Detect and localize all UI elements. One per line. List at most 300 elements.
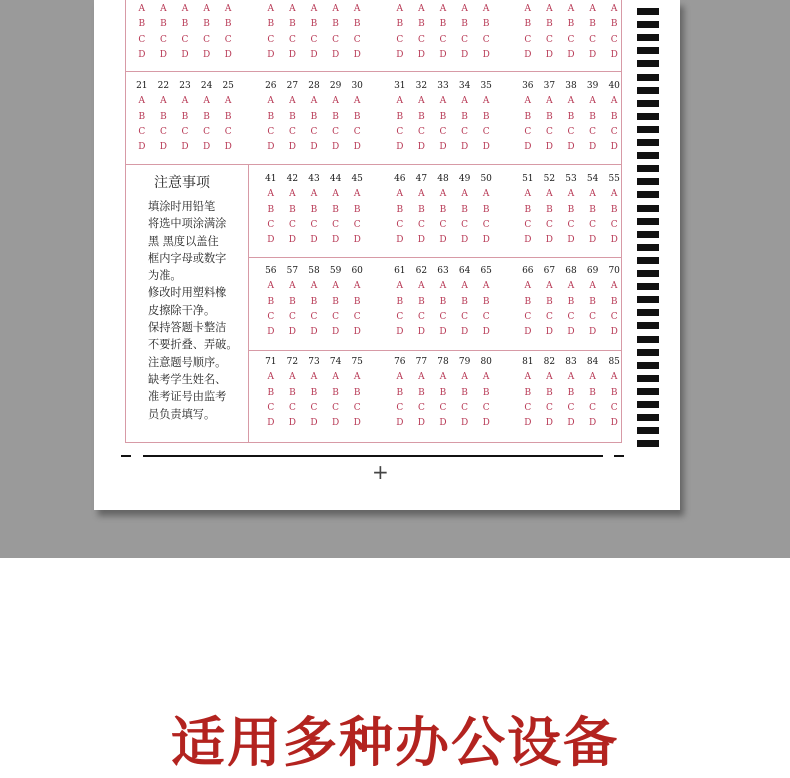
answer-bubble-c[interactable]: C [353,402,361,413]
answer-bubble-a[interactable]: A [418,372,425,383]
answer-bubble-a[interactable]: A [267,4,275,14]
answer-bubble-c[interactable]: C [524,402,532,413]
answer-bubble-d[interactable]: D [159,49,167,60]
answer-bubble-a[interactable]: A [332,372,339,383]
answer-bubble-d[interactable]: D [460,327,469,338]
answer-bubble-c[interactable]: C [439,311,447,322]
answer-bubble-d[interactable]: D [482,327,490,338]
answer-bubble-b[interactable]: B [418,204,425,215]
answer-bubble-c[interactable]: C [267,402,275,413]
answer-bubble-c[interactable]: C [181,126,189,137]
answer-bubble-d[interactable]: D [396,235,404,246]
answer-bubble-c[interactable]: C [545,34,553,45]
answer-bubble-c[interactable]: C [610,34,618,45]
answer-bubble-d[interactable]: D [567,49,575,60]
answer-bubble-b[interactable]: B [546,387,553,398]
answer-bubble-b[interactable]: B [267,19,275,30]
answer-bubble-c[interactable]: C [610,402,618,413]
answer-bubble-b[interactable]: B [396,111,404,122]
answer-bubble-b[interactable]: B [567,19,575,30]
answer-bubble-b[interactable]: B [353,204,361,215]
answer-bubble-c[interactable]: C [396,311,404,322]
answer-bubble-c[interactable]: C [610,126,618,137]
answer-bubble-a[interactable]: A [310,189,318,200]
answer-bubble-a[interactable]: A [310,4,318,14]
answer-bubble-a[interactable]: A [546,189,553,200]
answer-bubble-a[interactable]: A [267,281,275,292]
answer-bubble-c[interactable]: C [353,311,361,322]
answer-bubble-b[interactable]: B [138,19,146,30]
answer-bubble-b[interactable]: B [610,387,618,398]
answer-bubble-d[interactable]: D [567,235,575,246]
answer-bubble-c[interactable]: C [567,219,575,230]
answer-bubble-c[interactable]: C [310,126,318,137]
answer-bubble-a[interactable]: A [546,4,553,14]
answer-bubble-b[interactable]: B [482,19,490,30]
answer-bubble-a[interactable]: A [332,189,339,200]
answer-bubble-d[interactable]: D [396,327,404,338]
answer-bubble-b[interactable]: B [160,111,167,122]
answer-bubble-b[interactable]: B [332,19,339,30]
answer-bubble-d[interactable]: D [417,49,425,60]
answer-bubble-b[interactable]: B [267,111,275,122]
answer-bubble-a[interactable]: A [589,96,596,107]
answer-bubble-a[interactable]: A [524,281,532,292]
answer-bubble-b[interactable]: B [289,111,296,122]
answer-bubble-d[interactable]: D [610,235,618,246]
answer-bubble-b[interactable]: B [353,19,361,30]
answer-bubble-d[interactable]: D [288,142,296,153]
answer-bubble-b[interactable]: B [482,111,490,122]
answer-bubble-a[interactable]: A [396,96,404,107]
answer-bubble-b[interactable]: B [567,296,575,307]
answer-bubble-d[interactable]: D [482,49,490,60]
answer-bubble-d[interactable]: D [331,49,340,60]
answer-bubble-b[interactable]: B [546,19,553,30]
answer-bubble-b[interactable]: B [524,111,532,122]
answer-bubble-a[interactable]: A [589,281,596,292]
answer-bubble-c[interactable]: C [439,219,447,230]
answer-bubble-d[interactable]: D [610,142,618,153]
answer-bubble-c[interactable]: C [181,34,189,45]
answer-bubble-b[interactable]: B [353,111,361,122]
answer-bubble-d[interactable]: D [353,142,361,153]
answer-bubble-d[interactable]: D [353,418,361,429]
answer-bubble-c[interactable]: C [439,34,447,45]
answer-bubble-a[interactable]: A [439,4,447,14]
answer-bubble-a[interactable]: A [353,96,361,107]
answer-bubble-a[interactable]: A [461,372,468,383]
answer-bubble-a[interactable]: A [524,4,532,14]
answer-bubble-b[interactable]: B [439,204,447,215]
answer-bubble-c[interactable]: C [310,219,318,230]
answer-bubble-a[interactable]: A [396,281,404,292]
answer-bubble-b[interactable]: B [203,111,210,122]
answer-bubble-a[interactable]: A [418,96,425,107]
answer-bubble-d[interactable]: D [588,418,597,429]
answer-bubble-a[interactable]: A [461,281,468,292]
answer-bubble-d[interactable]: D [181,142,189,153]
answer-bubble-a[interactable]: A [160,4,167,14]
answer-bubble-c[interactable]: C [545,402,553,413]
answer-bubble-b[interactable]: B [610,111,618,122]
answer-bubble-a[interactable]: A [267,372,275,383]
answer-bubble-d[interactable]: D [460,418,469,429]
answer-bubble-a[interactable]: A [138,4,146,14]
answer-bubble-a[interactable]: A [267,189,275,200]
answer-bubble-c[interactable]: C [310,402,318,413]
answer-bubble-b[interactable]: B [482,296,490,307]
answer-bubble-a[interactable]: A [353,372,361,383]
answer-bubble-b[interactable]: B [138,111,146,122]
answer-bubble-b[interactable]: B [461,387,468,398]
answer-bubble-c[interactable]: C [567,126,575,137]
answer-bubble-d[interactable]: D [545,142,553,153]
answer-bubble-d[interactable]: D [224,49,232,60]
answer-bubble-a[interactable]: A [138,96,146,107]
answer-bubble-a[interactable]: A [461,4,468,14]
answer-bubble-b[interactable]: B [524,204,532,215]
answer-bubble-d[interactable]: D [396,418,404,429]
answer-bubble-c[interactable]: C [332,402,340,413]
answer-bubble-d[interactable]: D [353,235,361,246]
answer-bubble-c[interactable]: C [461,402,469,413]
answer-bubble-a[interactable]: A [546,96,553,107]
answer-bubble-a[interactable]: A [181,96,189,107]
answer-bubble-c[interactable]: C [482,126,490,137]
answer-bubble-a[interactable]: A [524,372,532,383]
answer-bubble-a[interactable]: A [524,96,532,107]
answer-bubble-b[interactable]: B [567,111,575,122]
answer-bubble-c[interactable]: C [439,402,447,413]
answer-bubble-d[interactable]: D [331,327,340,338]
answer-bubble-a[interactable]: A [289,96,296,107]
answer-bubble-a[interactable]: A [546,372,553,383]
answer-bubble-d[interactable]: D [567,142,575,153]
answer-bubble-d[interactable]: D [202,49,211,60]
answer-bubble-c[interactable]: C [159,126,167,137]
answer-bubble-c[interactable]: C [417,219,425,230]
answer-bubble-b[interactable]: B [267,296,275,307]
answer-bubble-b[interactable]: B [181,111,189,122]
answer-bubble-b[interactable]: B [310,204,318,215]
answer-bubble-c[interactable]: C [288,402,296,413]
answer-bubble-a[interactable]: A [289,4,296,14]
answer-bubble-b[interactable]: B [546,204,553,215]
answer-bubble-b[interactable]: B [353,387,361,398]
answer-bubble-b[interactable]: B [589,204,596,215]
answer-bubble-d[interactable]: D [310,327,318,338]
answer-bubble-c[interactable]: C [353,126,361,137]
answer-bubble-b[interactable]: B [418,296,425,307]
answer-bubble-b[interactable]: B [461,19,468,30]
answer-bubble-c[interactable]: C [461,34,469,45]
answer-bubble-a[interactable]: A [589,4,596,14]
answer-bubble-d[interactable]: D [460,235,469,246]
answer-bubble-c[interactable]: C [288,126,296,137]
answer-bubble-b[interactable]: B [482,204,490,215]
answer-bubble-d[interactable]: D [482,418,490,429]
answer-bubble-b[interactable]: B [439,19,447,30]
answer-bubble-b[interactable]: B [289,204,296,215]
answer-bubble-d[interactable]: D [202,142,211,153]
answer-bubble-c[interactable]: C [589,311,597,322]
answer-bubble-c[interactable]: C [332,311,340,322]
answer-bubble-d[interactable]: D [439,235,447,246]
answer-bubble-a[interactable]: A [310,372,318,383]
answer-bubble-d[interactable]: D [331,142,340,153]
answer-bubble-c[interactable]: C [203,34,211,45]
answer-bubble-c[interactable]: C [159,34,167,45]
answer-bubble-d[interactable]: D [310,235,318,246]
answer-bubble-b[interactable]: B [203,19,210,30]
answer-bubble-c[interactable]: C [224,126,232,137]
answer-bubble-c[interactable]: C [610,219,618,230]
answer-bubble-c[interactable]: C [267,34,275,45]
answer-bubble-d[interactable]: D [545,327,553,338]
answer-bubble-d[interactable]: D [353,327,361,338]
answer-bubble-b[interactable]: B [524,296,532,307]
answer-bubble-d[interactable]: D [181,49,189,60]
answer-bubble-c[interactable]: C [288,34,296,45]
answer-bubble-c[interactable]: C [482,402,490,413]
answer-bubble-a[interactable]: A [203,4,210,14]
answer-bubble-a[interactable]: A [353,4,361,14]
answer-bubble-c[interactable]: C [224,34,232,45]
answer-bubble-d[interactable]: D [288,235,296,246]
answer-bubble-a[interactable]: A [353,189,361,200]
answer-bubble-c[interactable]: C [524,219,532,230]
answer-bubble-a[interactable]: A [224,4,232,14]
answer-bubble-d[interactable]: D [482,142,490,153]
answer-bubble-a[interactable]: A [589,189,596,200]
answer-bubble-b[interactable]: B [524,387,532,398]
answer-bubble-a[interactable]: A [461,189,468,200]
answer-bubble-b[interactable]: B [610,296,618,307]
answer-bubble-c[interactable]: C [545,311,553,322]
answer-bubble-b[interactable]: B [546,296,553,307]
answer-bubble-c[interactable]: C [396,126,404,137]
answer-bubble-c[interactable]: C [417,126,425,137]
answer-bubble-d[interactable]: D [417,235,425,246]
answer-bubble-b[interactable]: B [439,387,447,398]
answer-bubble-c[interactable]: C [589,402,597,413]
answer-bubble-c[interactable]: C [610,311,618,322]
answer-bubble-a[interactable]: A [332,4,339,14]
answer-bubble-b[interactable]: B [546,111,553,122]
answer-bubble-b[interactable]: B [332,204,339,215]
answer-bubble-a[interactable]: A [610,4,618,14]
answer-bubble-b[interactable]: B [310,19,318,30]
answer-bubble-b[interactable]: B [332,296,339,307]
answer-bubble-d[interactable]: D [567,327,575,338]
answer-bubble-a[interactable]: A [524,189,532,200]
answer-bubble-a[interactable]: A [589,372,596,383]
answer-bubble-c[interactable]: C [310,34,318,45]
answer-bubble-c[interactable]: C [589,219,597,230]
answer-bubble-c[interactable]: C [310,311,318,322]
answer-bubble-c[interactable]: C [524,34,532,45]
answer-bubble-d[interactable]: D [588,142,597,153]
answer-bubble-a[interactable]: A [439,96,447,107]
answer-bubble-b[interactable]: B [567,387,575,398]
answer-bubble-d[interactable]: D [524,418,532,429]
answer-bubble-c[interactable]: C [524,126,532,137]
answer-bubble-a[interactable]: A [567,189,575,200]
answer-bubble-a[interactable]: A [610,281,618,292]
answer-bubble-b[interactable]: B [461,296,468,307]
answer-bubble-c[interactable]: C [267,311,275,322]
answer-bubble-c[interactable]: C [267,126,275,137]
answer-bubble-a[interactable]: A [310,96,318,107]
answer-bubble-b[interactable]: B [589,19,596,30]
answer-bubble-d[interactable]: D [439,49,447,60]
answer-bubble-c[interactable]: C [417,34,425,45]
answer-bubble-a[interactable]: A [610,372,618,383]
answer-bubble-a[interactable]: A [203,96,210,107]
answer-bubble-a[interactable]: A [418,189,425,200]
answer-bubble-b[interactable]: B [332,387,339,398]
answer-bubble-a[interactable]: A [289,189,296,200]
answer-bubble-a[interactable]: A [439,372,447,383]
answer-bubble-b[interactable]: B [224,111,232,122]
answer-bubble-a[interactable]: A [396,189,404,200]
answer-bubble-c[interactable]: C [545,126,553,137]
answer-bubble-b[interactable]: B [567,204,575,215]
answer-bubble-b[interactable]: B [267,204,275,215]
answer-bubble-d[interactable]: D [460,49,469,60]
answer-bubble-a[interactable]: A [267,96,275,107]
answer-bubble-c[interactable]: C [396,402,404,413]
answer-bubble-d[interactable]: D [267,418,275,429]
answer-bubble-d[interactable]: D [439,418,447,429]
answer-bubble-c[interactable]: C [396,34,404,45]
answer-bubble-d[interactable]: D [460,142,469,153]
answer-bubble-c[interactable]: C [439,126,447,137]
answer-bubble-b[interactable]: B [589,111,596,122]
answer-bubble-d[interactable]: D [524,235,532,246]
answer-bubble-b[interactable]: B [589,296,596,307]
answer-bubble-b[interactable]: B [396,19,404,30]
answer-bubble-a[interactable]: A [332,96,339,107]
answer-bubble-b[interactable]: B [332,111,339,122]
answer-bubble-d[interactable]: D [524,142,532,153]
answer-bubble-d[interactable]: D [524,327,532,338]
answer-bubble-d[interactable]: D [310,418,318,429]
answer-bubble-c[interactable]: C [332,126,340,137]
answer-bubble-c[interactable]: C [203,126,211,137]
answer-bubble-b[interactable]: B [524,19,532,30]
answer-bubble-b[interactable]: B [439,296,447,307]
answer-bubble-c[interactable]: C [461,219,469,230]
answer-bubble-c[interactable]: C [589,34,597,45]
answer-bubble-a[interactable]: A [181,4,189,14]
answer-bubble-d[interactable]: D [545,235,553,246]
answer-bubble-d[interactable]: D [310,142,318,153]
answer-bubble-c[interactable]: C [567,34,575,45]
answer-bubble-c[interactable]: C [396,219,404,230]
answer-bubble-d[interactable]: D [610,418,618,429]
answer-bubble-a[interactable]: A [482,4,490,14]
answer-bubble-b[interactable]: B [181,19,189,30]
answer-bubble-b[interactable]: B [289,19,296,30]
answer-bubble-b[interactable]: B [289,387,296,398]
answer-bubble-d[interactable]: D [567,418,575,429]
answer-bubble-b[interactable]: B [396,387,404,398]
answer-bubble-c[interactable]: C [461,126,469,137]
answer-bubble-a[interactable]: A [610,189,618,200]
answer-bubble-d[interactable]: D [417,418,425,429]
answer-bubble-d[interactable]: D [588,327,597,338]
answer-bubble-a[interactable]: A [567,281,575,292]
answer-bubble-a[interactable]: A [439,281,447,292]
answer-bubble-d[interactable]: D [588,235,597,246]
answer-bubble-d[interactable]: D [353,49,361,60]
answer-bubble-b[interactable]: B [439,111,447,122]
answer-bubble-d[interactable]: D [331,235,340,246]
answer-bubble-b[interactable]: B [610,19,618,30]
answer-bubble-b[interactable]: B [396,296,404,307]
answer-bubble-d[interactable]: D [439,327,447,338]
answer-bubble-d[interactable]: D [288,418,296,429]
answer-bubble-d[interactable]: D [524,49,532,60]
answer-bubble-c[interactable]: C [545,219,553,230]
answer-bubble-d[interactable]: D [267,327,275,338]
answer-bubble-a[interactable]: A [439,189,447,200]
answer-bubble-b[interactable]: B [418,387,425,398]
answer-bubble-c[interactable]: C [567,402,575,413]
answer-bubble-b[interactable]: B [461,204,468,215]
answer-bubble-b[interactable]: B [310,387,318,398]
answer-bubble-b[interactable]: B [589,387,596,398]
answer-bubble-b[interactable]: B [289,296,296,307]
answer-bubble-c[interactable]: C [138,34,146,45]
answer-bubble-a[interactable]: A [289,372,296,383]
answer-bubble-c[interactable]: C [524,311,532,322]
answer-bubble-d[interactable]: D [417,327,425,338]
answer-bubble-a[interactable]: A [546,281,553,292]
answer-bubble-a[interactable]: A [482,96,490,107]
answer-bubble-d[interactable]: D [545,418,553,429]
answer-bubble-c[interactable]: C [482,311,490,322]
answer-bubble-a[interactable]: A [418,4,425,14]
answer-bubble-c[interactable]: C [567,311,575,322]
answer-bubble-c[interactable]: C [589,126,597,137]
answer-bubble-a[interactable]: A [482,189,490,200]
answer-bubble-a[interactable]: A [310,281,318,292]
answer-bubble-d[interactable]: D [138,49,146,60]
answer-bubble-a[interactable]: A [461,96,468,107]
answer-bubble-b[interactable]: B [610,204,618,215]
answer-bubble-d[interactable]: D [482,235,490,246]
answer-bubble-a[interactable]: A [289,281,296,292]
answer-bubble-d[interactable]: D [267,142,275,153]
answer-bubble-d[interactable]: D [331,418,340,429]
answer-bubble-c[interactable]: C [267,219,275,230]
answer-bubble-c[interactable]: C [417,402,425,413]
answer-bubble-b[interactable]: B [353,296,361,307]
answer-bubble-a[interactable]: A [610,96,618,107]
answer-bubble-d[interactable]: D [310,49,318,60]
answer-bubble-c[interactable]: C [138,126,146,137]
answer-bubble-c[interactable]: C [288,311,296,322]
answer-bubble-b[interactable]: B [310,296,318,307]
answer-bubble-a[interactable]: A [482,281,490,292]
answer-bubble-d[interactable]: D [545,49,553,60]
answer-bubble-b[interactable]: B [396,204,404,215]
answer-bubble-d[interactable]: D [224,142,232,153]
answer-bubble-a[interactable]: A [224,96,232,107]
